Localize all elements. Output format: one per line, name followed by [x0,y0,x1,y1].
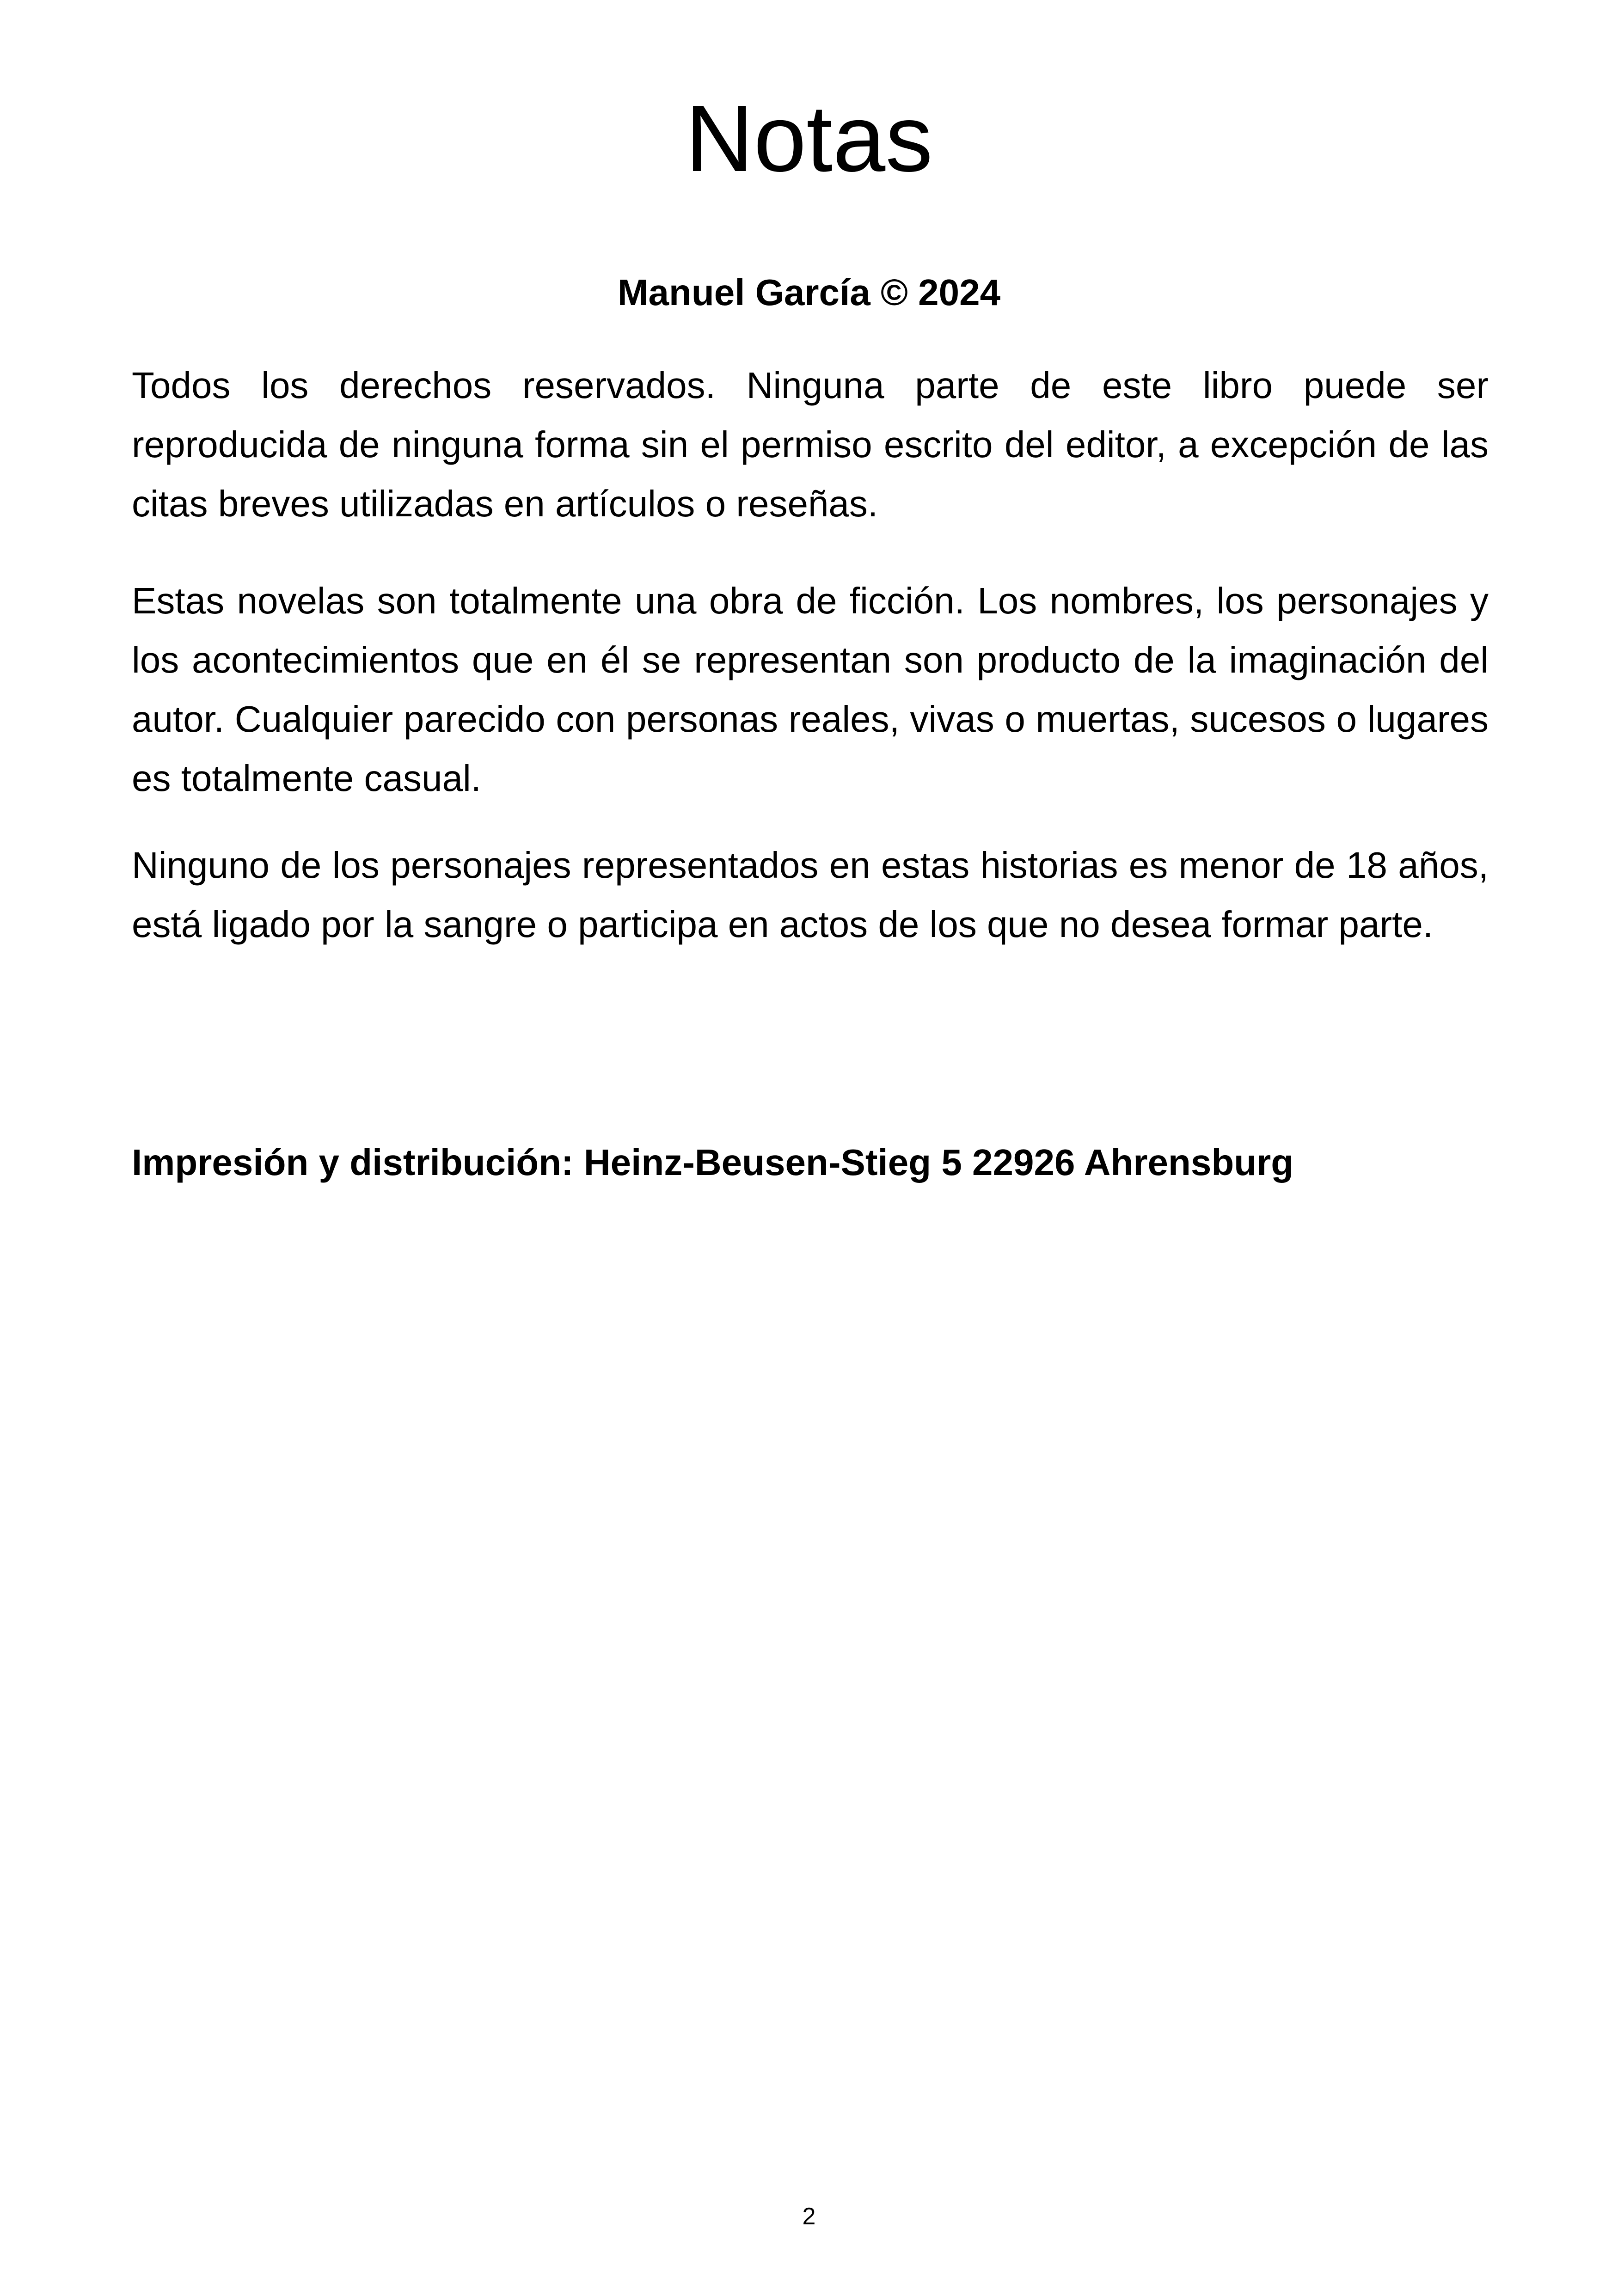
rights-paragraph: Todos los derechos reservados. Ninguna parte de este libro puede ser reproducida de ninguna forma sin el permiso escrito del editor, a excepción de las citas breves utilizadas en artículos o reseñas. [132,365,1489,524]
page-title: Notas [685,86,933,191]
imprint-line: Impresión y distribución: Heinz-Beusen-Stieg 5 22926 Ahrensburg [132,1142,1294,1183]
page-number: 2 [802,2203,816,2230]
copyright-line: Manuel García © 2024 [617,272,1001,313]
characters-disclaimer-paragraph: Ninguno de los personajes representados en estas historias es menor de 18 años, está ligado por la sangre o participa en actos de los que no desea formar parte. [132,845,1489,945]
fiction-disclaimer-paragraph: Estas novelas son totalmente una obra de ficción. Los nombres, los personajes y los acontecimientos que en él se representan son producto de la imaginación del autor. Cualquier parecido con personas reales, vivas o muertas, sucesos o lugares es totalmente casual. [132,580,1489,799]
